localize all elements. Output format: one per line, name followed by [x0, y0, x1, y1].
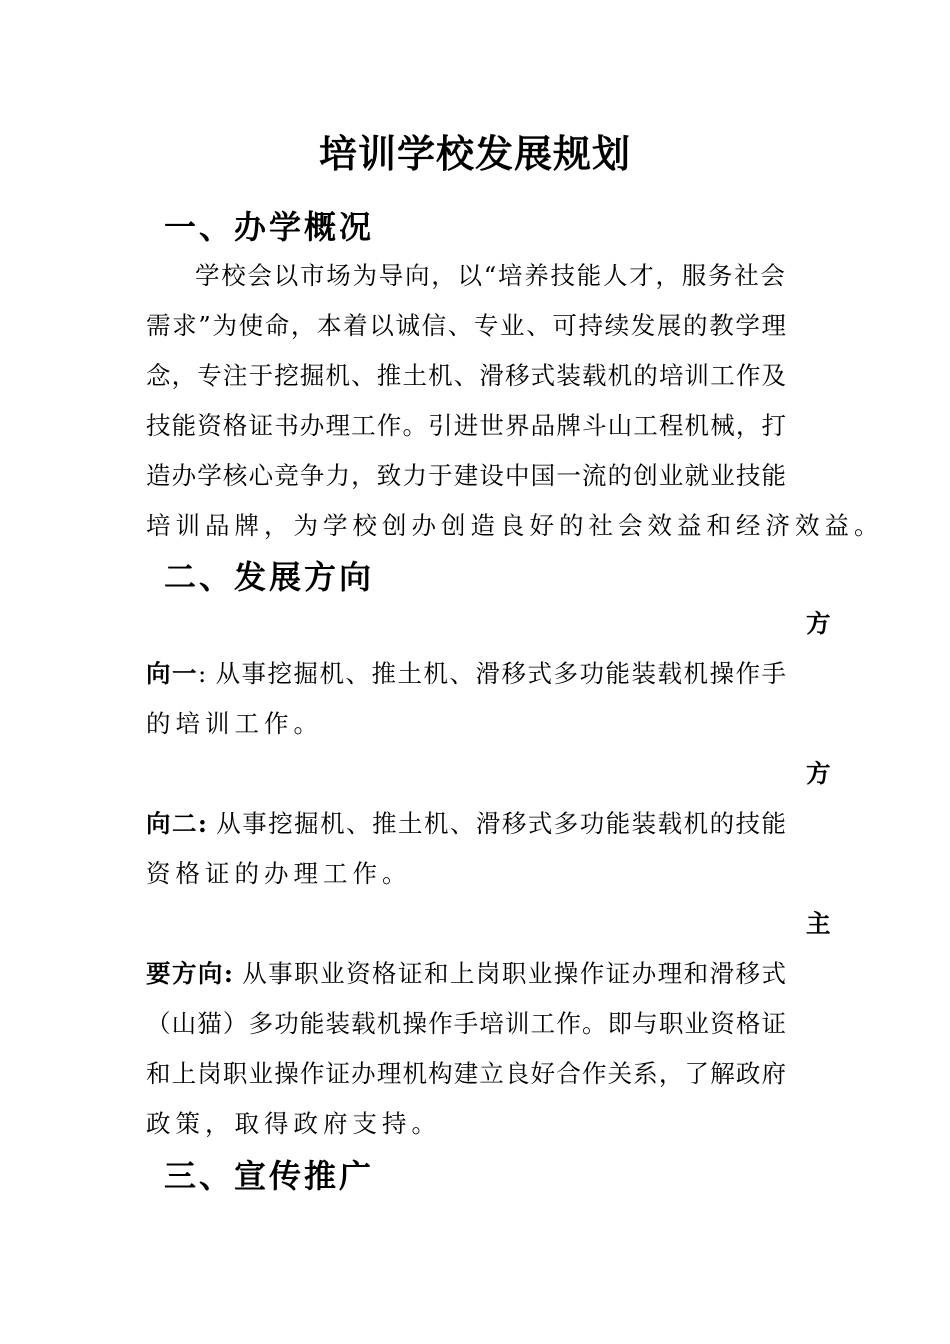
- paragraph-line: 念，专注于挖掘机、推土机、滑移式装载机的培训工作及: [146, 361, 786, 390]
- direction-text: 从事职业资格证和上岗职业操作证办理和滑移式: [242, 959, 787, 988]
- paragraph-line: 的培训工作。: [146, 709, 323, 738]
- direction-label-wrapped-char: 主: [806, 909, 831, 938]
- paragraph-line: （山猫）多功能装载机操作手培训工作。即与职业资格证: [146, 1009, 786, 1038]
- paragraph-line: 造办学核心竞争力，致力于建设中国一流的创业就业技能: [146, 461, 786, 490]
- direction-label-wrapped-char: 方: [806, 609, 831, 638]
- paragraph-line: 学校会以市场为导向，以“培养技能人才，服务社会: [195, 261, 785, 290]
- paragraph-line: 和上岗职业操作证办理机构建立良好合作关系，了解政府: [146, 1059, 786, 1088]
- direction-item-first-line: [146, 956, 786, 992]
- paragraph-line: 资格证的办理工作。: [146, 859, 412, 888]
- direction-text: 从事挖掘机、推土机、滑移式多功能装载机操作手: [215, 659, 787, 688]
- direction-text: 从事挖掘机、推土机、滑移式多功能装载机的技能: [216, 809, 787, 838]
- direction-item-first-line: [146, 656, 786, 692]
- section-heading-school-overview: 一、办学概况: [164, 208, 375, 246]
- paragraph-line: 需求”为使命，本着以诚信、专业、可持续发展的教学理: [146, 311, 786, 340]
- direction-item-first-line: [146, 806, 786, 842]
- direction-label-wrapped-char: 方: [806, 759, 831, 788]
- direction-label: 向一: [146, 659, 198, 688]
- paragraph-line: 政策，取得政府支持。: [146, 1109, 441, 1138]
- section-heading-promotion: 三、宣传推广: [164, 1157, 375, 1195]
- direction-label: 向二:: [146, 809, 207, 838]
- paragraph-line: 技能资格证书办理工作。引进世界品牌斗山工程机械，打: [146, 411, 786, 440]
- document-title: 培训学校发展规划: [318, 132, 631, 176]
- direction-label: 要方向:: [146, 959, 233, 988]
- section-heading-development-direction: 二、发展方向: [164, 558, 375, 596]
- paragraph-line: 培训品牌，为学校创办创造良好的社会效益和经济效益。: [146, 511, 884, 540]
- direction-label-colon: :: [198, 659, 207, 688]
